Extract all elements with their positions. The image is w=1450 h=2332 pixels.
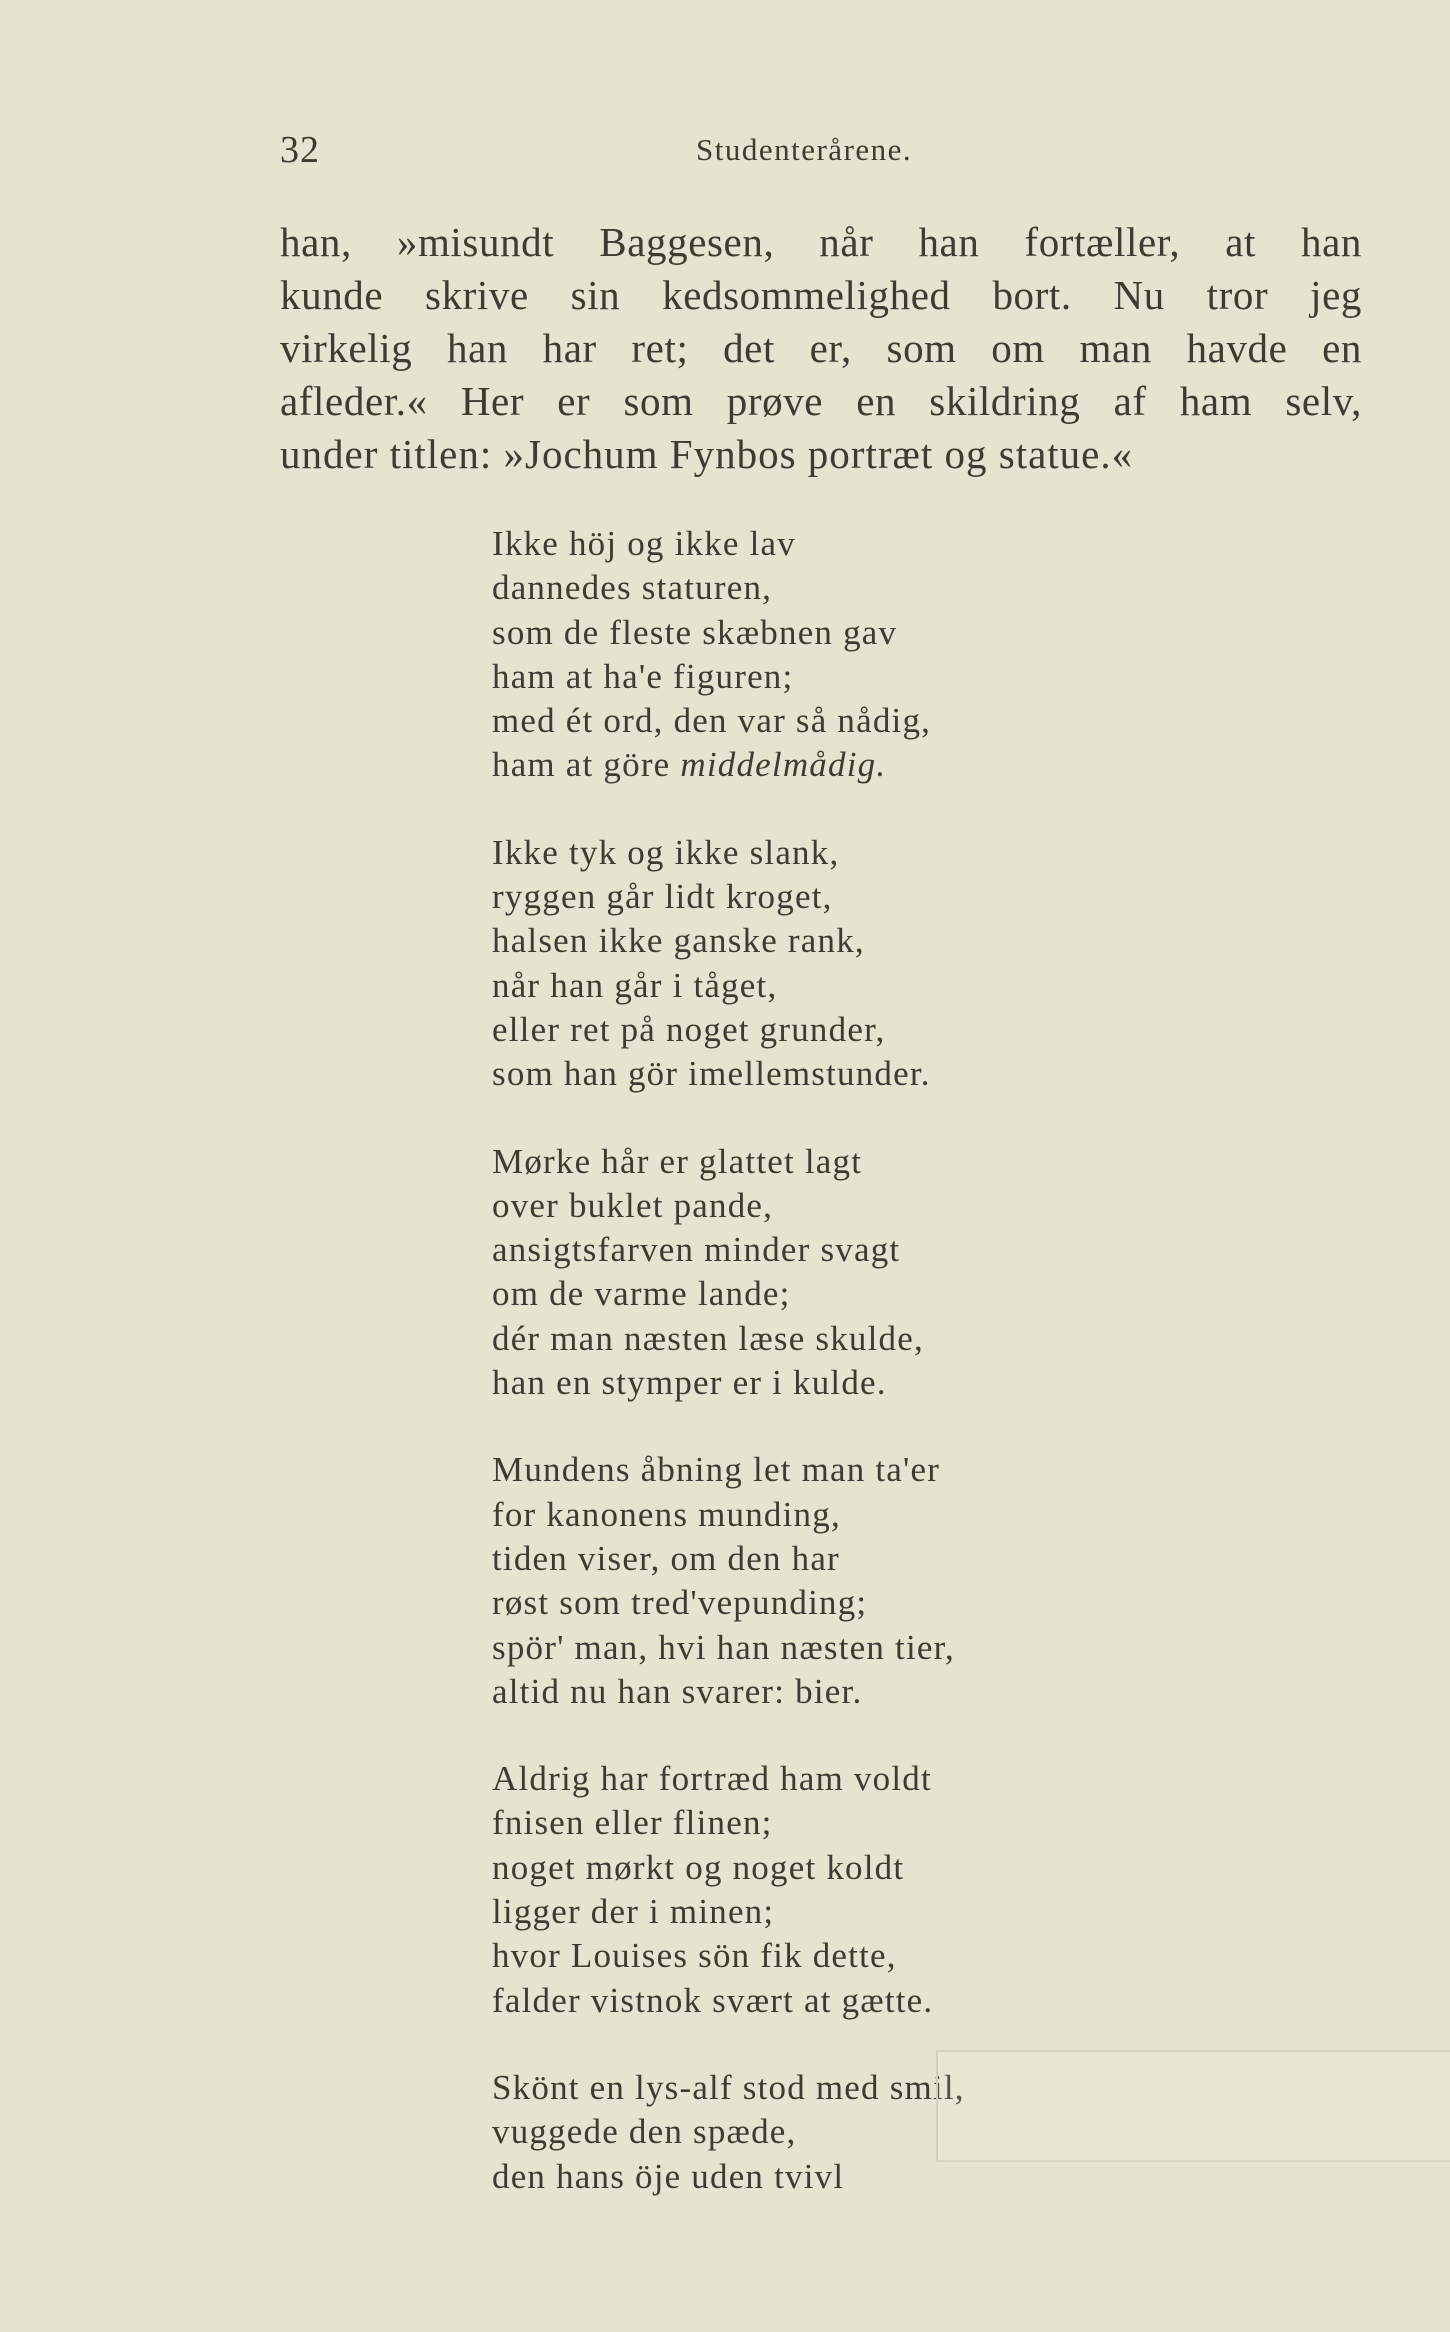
verse-line: halsen ikke ganske rank,	[492, 921, 865, 961]
verse-line: når han går i tåget,	[492, 965, 778, 1005]
prose-line: virkelig han har ret; det er, som om man havde en	[280, 325, 1362, 371]
verse-text: ham at göre	[492, 745, 681, 785]
verse-line: vuggede den spæde,	[492, 2112, 797, 2152]
prose-paragraph	[280, 216, 1362, 481]
verse-line	[492, 743, 1112, 787]
verse-line: ansigtsfarven minder svagt	[492, 1230, 901, 1270]
verse-line: noget mørkt og noget koldt	[492, 1847, 905, 1887]
poem-stanza	[492, 1757, 1112, 2023]
verse-line: spör' man, hvi han næsten tier,	[492, 1627, 956, 1667]
verse-line: den hans öje uden tvivl	[492, 2156, 845, 2196]
verse-line: fnisen eller flinen;	[492, 1803, 773, 1843]
verse-line: ligger der i minen;	[492, 1892, 775, 1932]
prose-line: under titlen: »Jochum Fynbos portræt og statue.«	[280, 431, 1134, 477]
italic-word: middelmådig.	[680, 745, 887, 785]
verse-line: eller ret på noget grunder,	[492, 1009, 886, 1049]
verse-line: som de fleste skæbnen gav	[492, 612, 898, 652]
verse-line: dannedes staturen,	[492, 568, 773, 608]
poem-stanza	[492, 522, 1112, 788]
prose-line: han, »misundt Baggesen, når han fortæller, at han	[280, 219, 1362, 265]
verse-line: ham at ha'e figuren;	[492, 656, 794, 696]
verse-line: dér man næsten læse skulde,	[492, 1318, 924, 1358]
verse-line: falder vistnok svært at gætte.	[492, 1980, 934, 2020]
verse-line: tiden viser, om den har	[492, 1538, 840, 1578]
poem	[492, 522, 1112, 2242]
verse-line: med ét ord, den var så nådig,	[492, 701, 932, 741]
verse-line: røst som tred'vepunding;	[492, 1583, 868, 1623]
verse-line: Aldrig har fortræd ham voldt	[492, 1759, 932, 1799]
verse-line: Ikke tyk og ikke slank,	[492, 832, 840, 872]
verse-line: han en stymper er i kulde.	[492, 1363, 887, 1403]
verse-line: Mørke hår er glattet lagt	[492, 1141, 863, 1181]
verse-line: altid nu han svarer: bier.	[492, 1671, 863, 1711]
verse-line: Mundens åbning let man ta'er	[492, 1450, 941, 1490]
prose-line: kunde skrive sin kedsommelighed bort. Nu tror jeg	[280, 272, 1362, 318]
verse-line: ryggen går lidt kroget,	[492, 877, 833, 917]
verse-line: om de varme lande;	[492, 1274, 791, 1314]
poem-stanza	[492, 1140, 1112, 1406]
verse-line: Ikke höj og ikke lav	[492, 524, 796, 563]
verse-line: over buklet pande,	[492, 1185, 774, 1225]
poem-stanza	[492, 831, 1112, 1097]
prose-line: afleder.« Her er som prøve en skildring af ham selv,	[280, 378, 1362, 424]
verse-line: hvor Louises sön fik dette,	[492, 1936, 897, 1976]
paper-slip-mark	[936, 2050, 1450, 2162]
running-head: Studenterårene.	[696, 132, 913, 167]
page-header	[280, 128, 1362, 178]
verse-line: for kanonens munding,	[492, 1494, 841, 1534]
verse-line: som han gör imellemstunder.	[492, 1054, 931, 1094]
page-number: 32	[280, 129, 320, 171]
verse-line: Skönt en lys-alf stod med smil,	[492, 2067, 965, 2107]
poem-stanza	[492, 1448, 1112, 1714]
